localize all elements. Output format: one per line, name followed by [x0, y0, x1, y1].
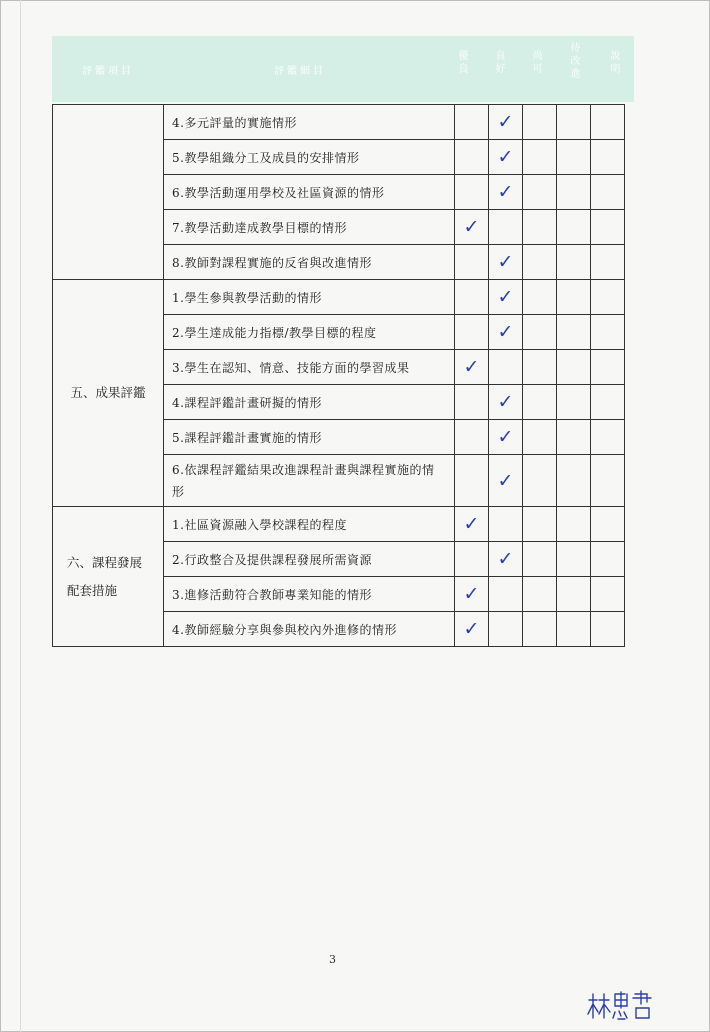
rating-cell-excellent	[455, 245, 489, 280]
item-cell	[164, 542, 455, 577]
header-note: 說明	[608, 50, 619, 76]
category-label: 五、成果評鑑	[70, 385, 146, 400]
item-text: 5.課程評鑑計畫實施的情形	[172, 430, 322, 445]
rating-cell-good	[489, 210, 523, 245]
item-text: 5.教學組織分工及成員的安排情形	[172, 150, 360, 165]
rating-cell-note	[591, 612, 625, 647]
rating-cell-excellent	[455, 542, 489, 577]
rating-cell-note	[591, 315, 625, 350]
item-cell	[164, 105, 455, 140]
check-mark: ✓	[497, 181, 514, 203]
margin-rule	[20, 0, 21, 1032]
item-cell	[164, 280, 455, 315]
rating-cell-excellent	[455, 105, 489, 140]
rating-cell-good	[489, 455, 523, 507]
rating-cell-excellent	[455, 175, 489, 210]
check-mark: ✓	[497, 111, 514, 133]
evaluation-table	[52, 104, 625, 647]
item-cell	[164, 420, 455, 455]
item-text: 3.進修活動符合教師專業知能的情形	[172, 587, 372, 602]
check-mark: ✓	[497, 286, 514, 308]
rating-cell-fair	[523, 175, 557, 210]
item-cell	[164, 350, 455, 385]
rating-cell-note	[591, 420, 625, 455]
rating-cell-improve	[557, 577, 591, 612]
rating-cell-note	[591, 542, 625, 577]
rating-cell-good	[489, 280, 523, 315]
item-text: 6.教學活動運用學校及社區資源的情形	[172, 185, 385, 200]
item-cell	[164, 140, 455, 175]
item-text: 3.學生在認知、情意、技能方面的學習成果	[172, 360, 410, 375]
rating-cell-fair	[523, 140, 557, 175]
check-mark: ✓	[463, 583, 480, 605]
item-text: 1.學生參與教學活動的情形	[172, 290, 322, 305]
rating-cell-fair	[523, 280, 557, 315]
item-text: 4.教師經驗分享與參與校內外進修的情形	[172, 622, 397, 637]
rating-cell-note	[591, 245, 625, 280]
item-text: 2.學生達成能力指標/教學目標的程度	[172, 325, 377, 340]
item-text: 8.教師對課程實施的反省與改進情形	[172, 255, 372, 270]
header-category: 評鑑項目	[82, 66, 134, 77]
rating-cell-good	[489, 245, 523, 280]
item-text: 2.行政整合及提供課程發展所需資源	[172, 552, 372, 567]
rating-cell-note	[591, 577, 625, 612]
category-cell	[53, 507, 164, 647]
rating-cell-good	[489, 105, 523, 140]
check-mark: ✓	[497, 391, 514, 413]
rating-cell-improve	[557, 140, 591, 175]
rating-cell-excellent	[455, 385, 489, 420]
item-cell	[164, 612, 455, 647]
item-text: 1.社區資源融入學校課程的程度	[172, 517, 347, 532]
check-mark: ✓	[497, 548, 514, 570]
rating-cell-fair	[523, 612, 557, 647]
rating-cell-excellent	[455, 315, 489, 350]
rating-cell-improve	[557, 280, 591, 315]
rating-cell-fair	[523, 542, 557, 577]
check-mark: ✓	[497, 469, 514, 492]
rating-cell-excellent	[455, 577, 489, 612]
rating-cell-excellent	[455, 420, 489, 455]
rating-cell-improve	[557, 385, 591, 420]
table-row	[53, 105, 625, 140]
item-cell	[164, 385, 455, 420]
item-cell	[164, 577, 455, 612]
item-cell	[164, 175, 455, 210]
item-text: 7.教學活動達成教學目標的情形	[172, 220, 347, 235]
rating-cell-excellent	[455, 350, 489, 385]
header-excellent: 優良	[456, 50, 467, 76]
rating-cell-fair	[523, 577, 557, 612]
category-cell	[53, 280, 164, 507]
rating-cell-good	[489, 612, 523, 647]
check-mark: ✓	[497, 426, 514, 448]
rating-cell-improve	[557, 507, 591, 542]
rating-cell-good	[489, 315, 523, 350]
rating-cell-note	[591, 507, 625, 542]
rating-cell-good	[489, 385, 523, 420]
handwritten-signature	[585, 988, 665, 1024]
rating-cell-note	[591, 140, 625, 175]
rating-cell-fair	[523, 350, 557, 385]
rating-cell-improve	[557, 210, 591, 245]
rating-cell-good	[489, 542, 523, 577]
rating-cell-note	[591, 210, 625, 245]
rating-cell-excellent	[455, 455, 489, 507]
rating-cell-excellent	[455, 140, 489, 175]
table-row	[53, 507, 625, 542]
check-mark: ✓	[463, 216, 480, 238]
rating-cell-good	[489, 577, 523, 612]
rating-cell-good	[489, 175, 523, 210]
rating-cell-note	[591, 175, 625, 210]
item-text: 4.課程評鑑計畫研擬的情形	[172, 395, 322, 410]
check-mark: ✓	[463, 356, 480, 378]
rating-cell-note	[591, 350, 625, 385]
rating-cell-improve	[557, 455, 591, 507]
rating-cell-improve	[557, 612, 591, 647]
rating-cell-fair	[523, 105, 557, 140]
rating-cell-excellent	[455, 612, 489, 647]
rating-cell-good	[489, 507, 523, 542]
item-text: 6.依課程評鑑結果改進課程計畫與課程實施的情形	[172, 462, 435, 499]
table-row	[53, 280, 625, 315]
rating-cell-improve	[557, 350, 591, 385]
table-header	[52, 36, 634, 102]
rating-cell-good	[489, 140, 523, 175]
item-cell	[164, 245, 455, 280]
rating-cell-note	[591, 280, 625, 315]
check-mark: ✓	[497, 146, 514, 168]
item-cell	[164, 315, 455, 350]
category-label: 六、課程發展配套措施	[67, 554, 143, 598]
rating-cell-improve	[557, 420, 591, 455]
item-cell	[164, 507, 455, 542]
rating-cell-fair	[523, 210, 557, 245]
rating-cell-note	[591, 385, 625, 420]
rating-cell-fair	[523, 315, 557, 350]
rating-cell-fair	[523, 245, 557, 280]
rating-cell-improve	[557, 245, 591, 280]
page-number: 3	[329, 953, 336, 966]
rating-cell-fair	[523, 507, 557, 542]
item-text: 4.多元評量的實施情形	[172, 115, 297, 130]
rating-cell-improve	[557, 105, 591, 140]
item-cell	[164, 455, 455, 507]
header-detail: 評鑑細目	[274, 66, 326, 77]
check-mark: ✓	[497, 321, 514, 343]
rating-cell-improve	[557, 542, 591, 577]
rating-cell-good	[489, 420, 523, 455]
header-improve: 待改進	[568, 42, 579, 81]
rating-cell-fair	[523, 420, 557, 455]
category-cell	[53, 105, 164, 280]
header-fair: 尚可	[530, 50, 541, 76]
header-good: 良好	[493, 50, 504, 76]
rating-cell-excellent	[455, 210, 489, 245]
rating-cell-improve	[557, 175, 591, 210]
item-cell	[164, 210, 455, 245]
rating-cell-excellent	[455, 280, 489, 315]
rating-cell-excellent	[455, 507, 489, 542]
check-mark: ✓	[463, 513, 480, 535]
rating-cell-improve	[557, 315, 591, 350]
rating-cell-note	[591, 105, 625, 140]
check-mark: ✓	[463, 618, 480, 640]
rating-cell-note	[591, 455, 625, 507]
check-mark: ✓	[497, 251, 514, 273]
rating-cell-fair	[523, 385, 557, 420]
rating-cell-good	[489, 350, 523, 385]
rating-cell-fair	[523, 455, 557, 507]
